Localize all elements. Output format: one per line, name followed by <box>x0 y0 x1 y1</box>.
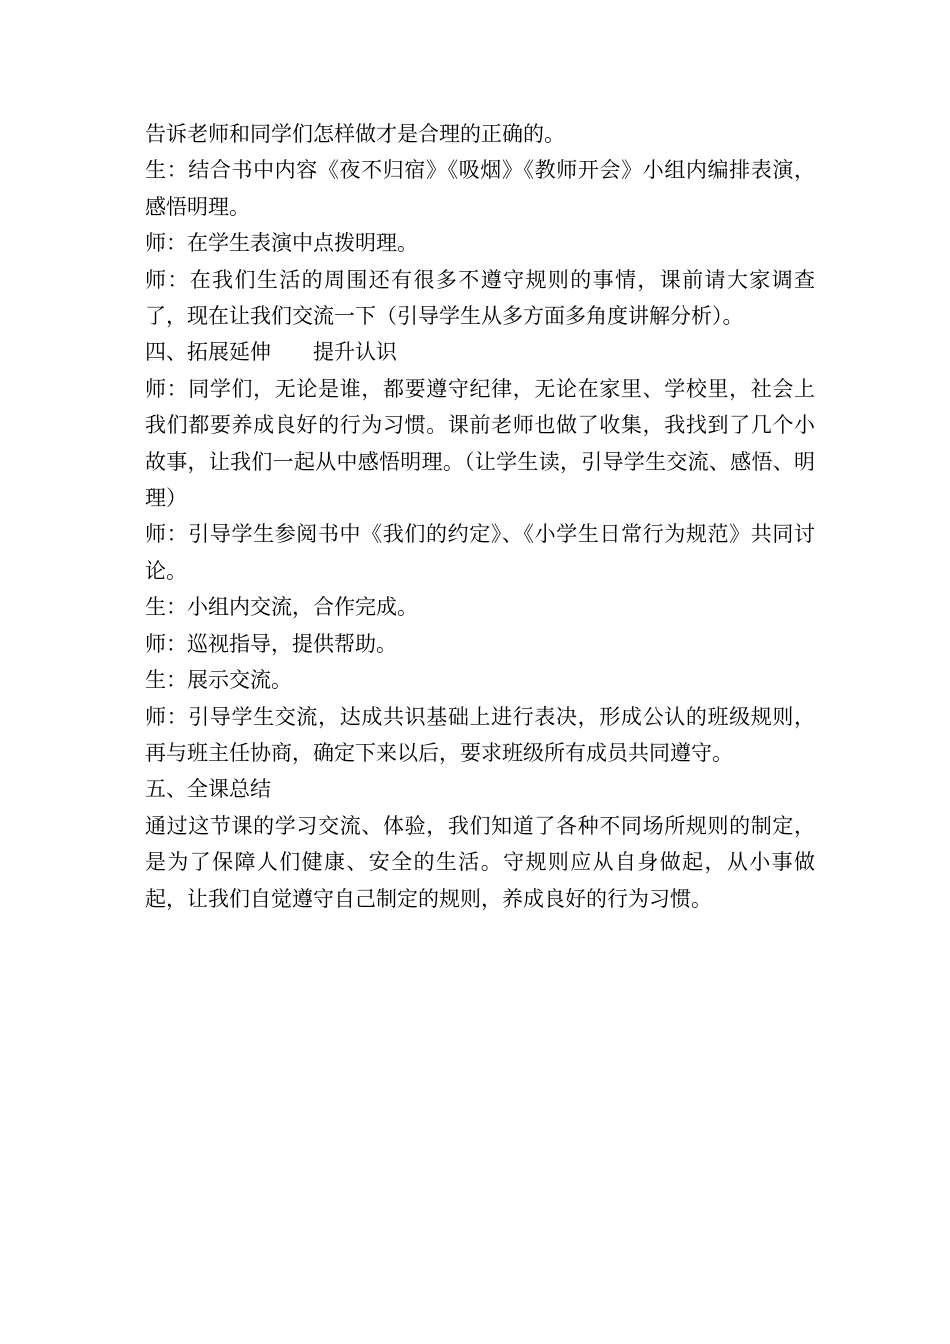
paragraph-teacher-vote: 师：引导学生交流，达成共识基础上进行表决，形成公认的班级规则，再与班主任协商，确定下来以后，要求班级所有成员共同遵守。 <box>145 704 815 765</box>
document-body <box>145 116 815 917</box>
paragraph-teacher-discussion: 师：引导学生参阅书中《我们的约定》、《小学生日常行为规范》共同讨论。 <box>145 522 815 583</box>
section-heading-4-subtitle: 提升认识 <box>313 340 397 365</box>
paragraph-teacher-guidance: 师：在学生表演中点拨明理。 <box>145 231 418 256</box>
paragraph-student-group: 生：小组内交流，合作完成。 <box>145 595 418 620</box>
paragraph-summary: 通过这节课的学习交流、体验，我们知道了各种不同场所规则的制定，是为了保障人们健康、安全的生活。守规则应从自身做起，从小事做起，让我们自觉遵守自己制定的规则，养成良好的行为习惯。 <box>145 813 815 911</box>
paragraph-teacher-stories: 师：同学们，无论是谁，都要遵守纪律，无论在家里、学校里，社会上我们都要养成良好的行为习惯。课前老师也做了收集，我找到了几个小故事，让我们一起从中感悟明理。（让学生读，引导学生交流、感悟、明理） <box>145 376 815 511</box>
paragraph-student-performance: 生：结合书中内容《夜不归宿》《吸烟》《教师开会》小组内编排表演，感悟明理。 <box>145 158 815 219</box>
section-heading-5: 五、全课总结 <box>145 777 271 802</box>
paragraph-teacher-help: 师：巡视指导，提供帮助。 <box>145 631 397 656</box>
paragraph-intro-continuation: 告诉老师和同学们怎样做才是合理的正确的。 <box>145 122 565 146</box>
section-heading-4 <box>145 334 815 370</box>
section-heading-4-title: 四、拓展延伸 <box>145 340 271 365</box>
paragraph-student-show: 生：展示交流。 <box>145 668 292 693</box>
paragraph-teacher-survey: 师：在我们生活的周围还有很多不遵守规则的事情，课前请大家调查了，现在让我们交流一下（引导学生从多方面多角度讲解分析）。 <box>145 267 815 329</box>
